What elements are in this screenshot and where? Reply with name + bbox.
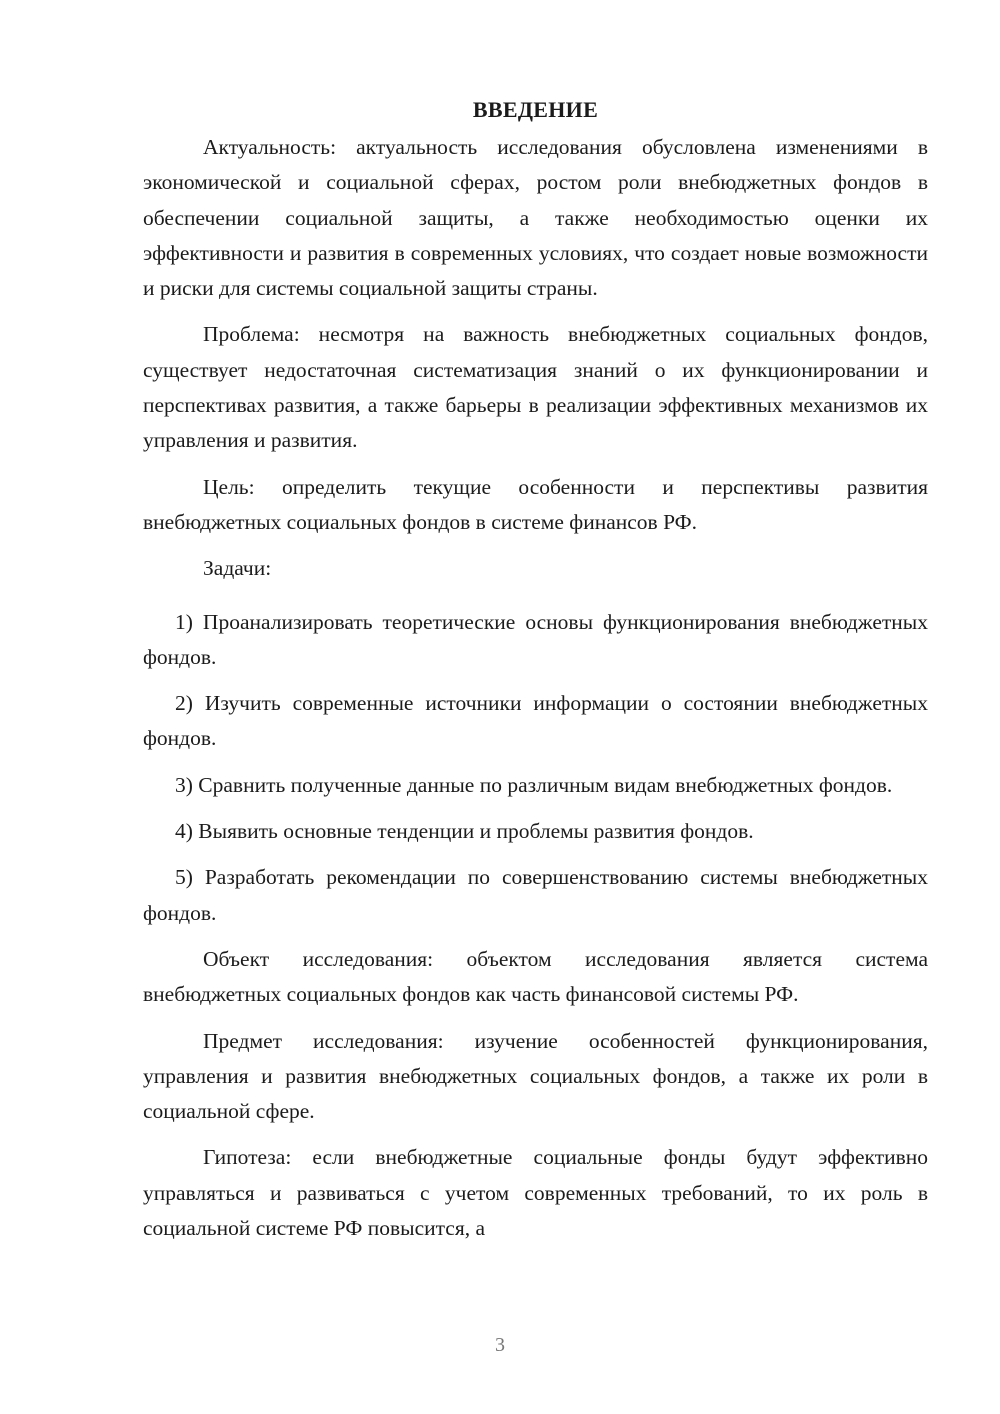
page-number: 3 [495, 1334, 505, 1356]
paragraph-problem: Проблема: несмотря на важность внебюджетных социальных фондов, существует недостаточная систематизация знаний о их функционировании и перспективах развития, а также барьеры в реализации эффективных механизмов их управления и развития. [143, 322, 928, 453]
list-item-task-1: 1) Проанализировать теоретические основы функционирования внебюджетных фондов. [143, 609, 928, 669]
list-item-task-2: 2) Изучить современные источники информации о состоянии внебюджетных фондов. [143, 691, 928, 751]
page-title: ВВЕДЕНИЕ [472, 97, 599, 122]
paragraph-relevance: Актуальность: актуальность исследования обусловлена изменениями в экономической и социальной сферах, ростом роли внебюджетных фондов в обеспечении социальной защиты, а также необходимостью оценки их эффективности и развития в современных условиях, что создает новые возможности и риски для системы социальной защиты страны. [143, 135, 928, 301]
paragraph-tasks-heading: Задачи: [203, 556, 272, 581]
paragraph-hypothesis: Гипотеза: если внебюджетные социальные фонды будут эффективно управляться и развиваться с учетом современных требований, то их роль в социальной системе РФ повысится, а [143, 1145, 928, 1241]
document-page [143, 90, 928, 1257]
paragraph-subject: Предмет исследования: изучение особенностей функционирования, управления и развития внебюджетных социальных фондов, а также их роли в социальной сфере. [143, 1028, 928, 1124]
list-item-task-3: 3) Сравнить полученные данные по различным видам внебюджетных фондов. [175, 772, 893, 797]
list-item-task-5: 5) Разработать рекомендации по совершенствованию системы внебюджетных фондов. [143, 865, 928, 925]
paragraph-goal: Цель: определить текущие особенности и перспективы развития внебюджетных социальных фондов в системе финансов РФ. [143, 474, 928, 534]
list-item-task-4: 4) Выявить основные тенденции и проблемы развития фондов. [175, 819, 754, 844]
paragraph-object: Объект исследования: объектом исследования является система внебюджетных социальных фондов как часть финансовой системы РФ. [143, 946, 928, 1007]
